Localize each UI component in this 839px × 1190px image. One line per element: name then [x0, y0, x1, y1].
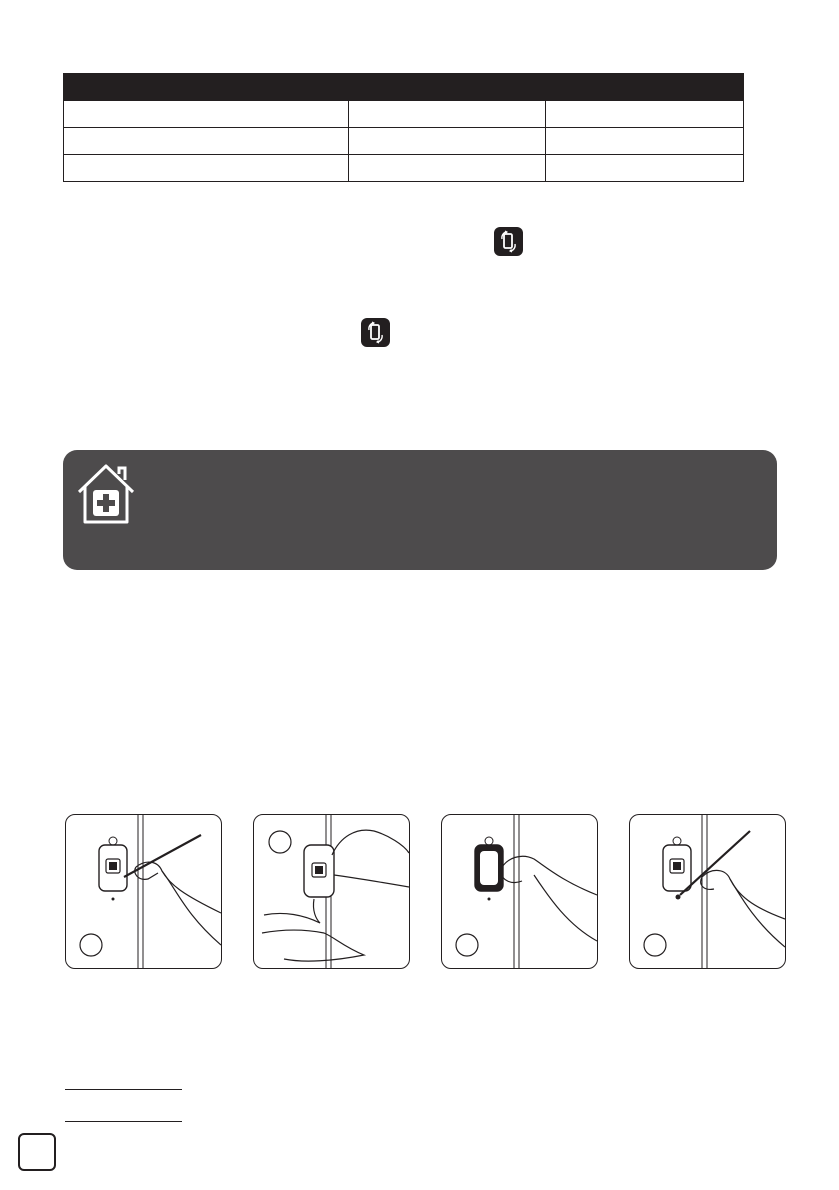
footnote-rule [65, 1121, 182, 1122]
table-row [64, 155, 744, 182]
home-medical-callout [63, 450, 777, 570]
table-cell [64, 101, 349, 128]
page-number-box [18, 1133, 56, 1171]
step-4-illustration [629, 814, 786, 969]
spec-table [63, 73, 744, 182]
table-cell [349, 128, 546, 155]
table-header-row [64, 74, 744, 101]
phone-rotate-icon [494, 227, 523, 256]
table-cell [64, 128, 349, 155]
phone-rotate-icon [361, 318, 390, 347]
step-2-illustration [253, 814, 410, 969]
footnote-rule [65, 1089, 182, 1090]
table-header-cell [349, 74, 546, 101]
table-cell [546, 155, 744, 182]
table-cell [546, 101, 744, 128]
table-cell [349, 101, 546, 128]
table-cell [546, 128, 744, 155]
table-cell [64, 155, 349, 182]
house-medical-cross-icon [75, 460, 137, 531]
step-3-illustration [441, 814, 598, 969]
table-cell [349, 155, 546, 182]
table-header-cell [64, 74, 349, 101]
table-header-cell [546, 74, 744, 101]
step-1-illustration [65, 814, 222, 969]
table-row [64, 101, 744, 128]
table-row [64, 128, 744, 155]
